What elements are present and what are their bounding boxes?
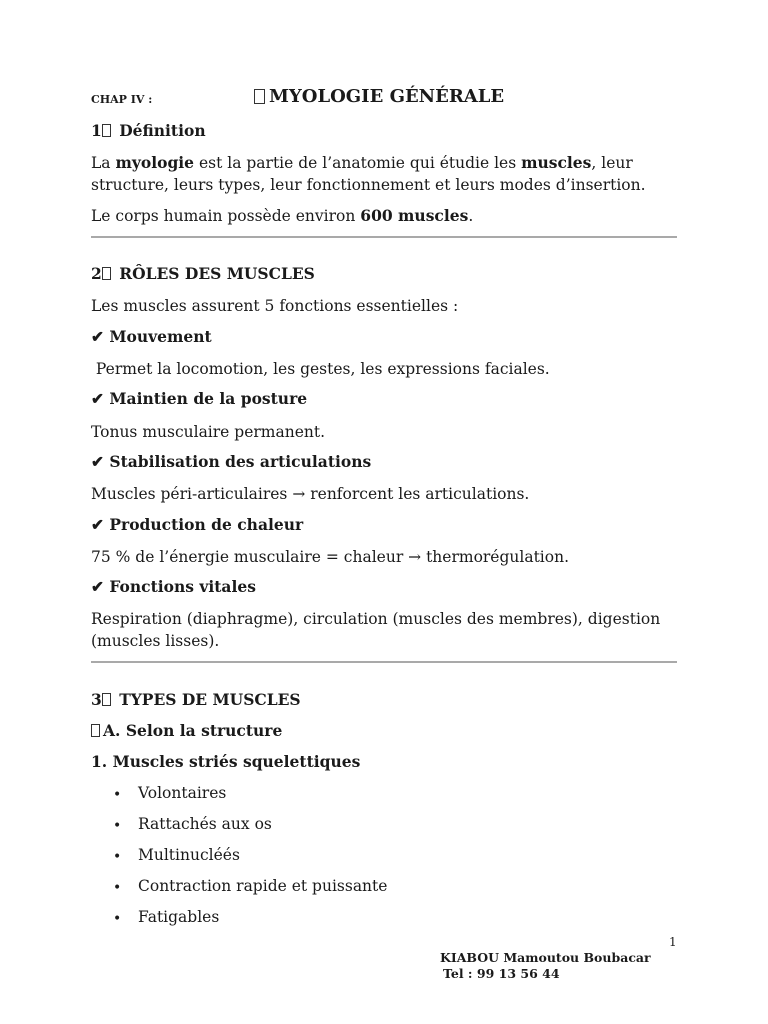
role-title: ✔ Stabilisation des articulations: [91, 452, 372, 471]
list-item: Multinucléés: [138, 846, 240, 864]
section2-heading: [91, 264, 315, 283]
divider: [91, 236, 677, 238]
list-item: Volontaires: [138, 784, 227, 802]
divider: [91, 661, 677, 663]
section3-title: TYPES DE MUSCLES: [119, 690, 301, 709]
section1-number: 1: [91, 121, 102, 140]
missing-glyph-icon: [254, 89, 265, 104]
text-run: Le corps humain possède environ: [91, 207, 361, 225]
text-run: La: [91, 154, 116, 172]
section2-title: RÔLES DES MUSCLES: [119, 264, 315, 283]
muscle-count-paragraph: [91, 205, 681, 227]
chapter-label: CHAP IV :: [91, 93, 153, 106]
role-title: ✔ Production de chaleur: [91, 515, 304, 534]
bullet-marker: •: [113, 880, 122, 896]
section3-number: 3: [91, 690, 102, 709]
role-title: ✔ Mouvement: [91, 327, 212, 346]
role-text: Tonus musculaire permanent.: [91, 423, 326, 441]
missing-glyph-icon: [102, 124, 111, 137]
list-item: Fatigables: [138, 908, 220, 926]
list-item: Contraction rapide et puissante: [138, 877, 388, 895]
bullet-marker: •: [113, 849, 122, 865]
section1-heading: [91, 121, 206, 140]
role-text: Respiration (diaphragme), circulation (muscles des membres), digestion (muscles lisses).: [91, 610, 661, 650]
section3-heading: [91, 690, 301, 709]
muscle-count: 600 muscles: [360, 206, 469, 225]
bullet-marker: •: [113, 818, 122, 834]
term-muscles: muscles: [521, 153, 592, 172]
subsubsection-heading: 1. Muscles striés squelettiques: [91, 752, 361, 771]
author-name: KIABOU Mamoutou Boubacar: [440, 950, 651, 965]
page-title: [254, 86, 504, 107]
role-text: 75 % de l’énergie musculaire = chaleur → thermorégulation.: [91, 548, 570, 566]
missing-glyph-icon: [91, 724, 100, 737]
section2-number: 2: [91, 264, 102, 283]
section1-title: Définition: [119, 121, 206, 140]
missing-glyph-icon: [102, 267, 111, 280]
author-phone: Tel : 99 13 56 44: [443, 966, 560, 981]
subsection-heading: [91, 721, 282, 740]
bullet-marker: •: [113, 911, 122, 927]
role-text: Muscles péri-articulaires → renforcent les articulations.: [91, 485, 530, 503]
role-text: Permet la locomotion, les gestes, les expressions faciales.: [91, 360, 550, 378]
text-run: , leur structure, leurs types, leur fonctionnement et leurs modes d’insertion.: [91, 154, 646, 194]
page-number: 1: [669, 935, 677, 949]
bullet-marker: •: [113, 787, 122, 803]
role-title: ✔ Maintien de la posture: [91, 389, 308, 408]
role-title: ✔ Fonctions vitales: [91, 577, 256, 596]
text-run: est la partie de l’anatomie qui étudie les: [194, 154, 522, 172]
roles-intro: Les muscles assurent 5 fonctions essentielles :: [91, 297, 459, 315]
text-run: .: [468, 207, 474, 225]
missing-glyph-icon: [102, 693, 111, 706]
term-myologie: myologie: [115, 153, 195, 172]
subsection-title: A. Selon la structure: [103, 721, 283, 740]
definition-paragraph: [91, 152, 681, 196]
page-title-text: MYOLOGIE GÉNÉRALE: [269, 86, 505, 107]
list-item: Rattachés aux os: [138, 815, 272, 833]
